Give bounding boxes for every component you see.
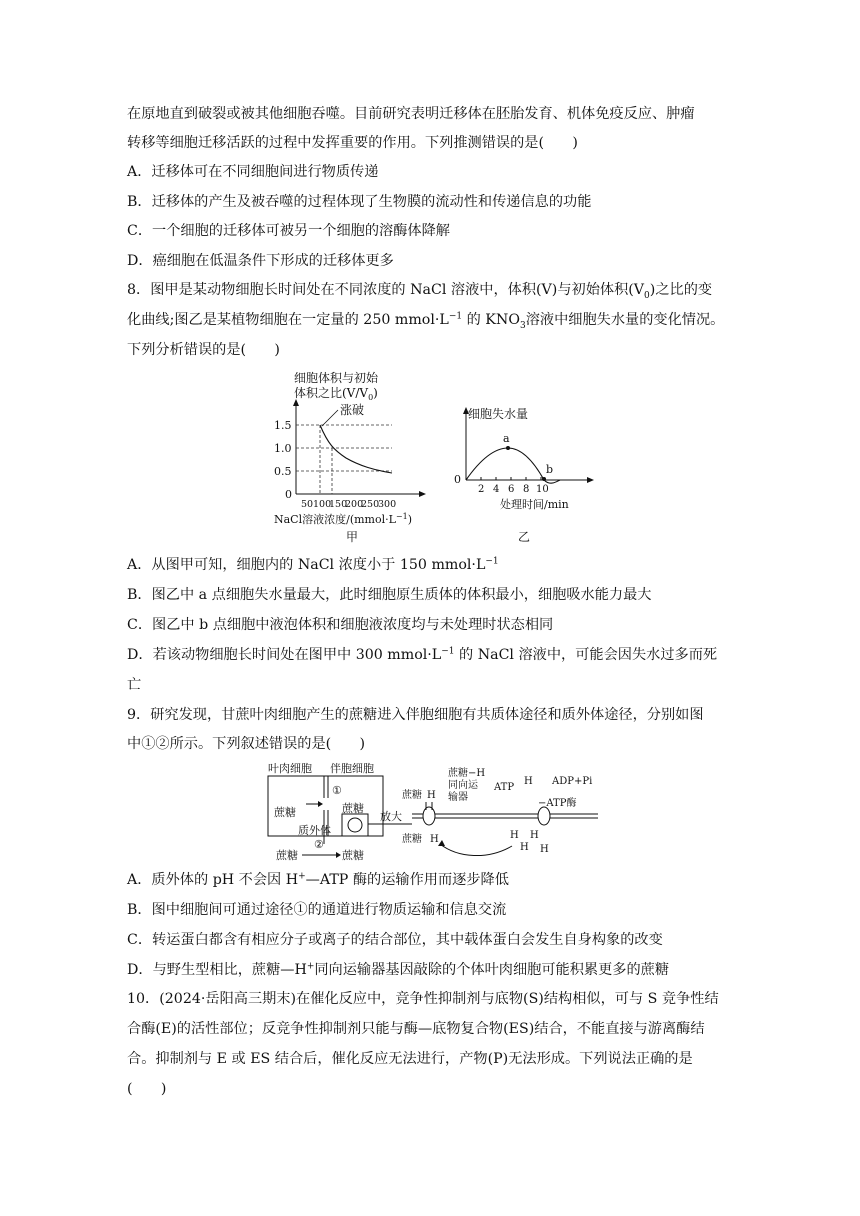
jia-xlabel: NaCl溶液浓度$/(mmol\cdot L^{-1})$	[274, 512, 413, 526]
q9-hplus-out: H	[510, 830, 519, 841]
q9-option-a: A．质外体的 pH 不会因 H+—ATP 酶的运输作用而逐步降低	[127, 871, 509, 888]
yi-x-arrow	[587, 477, 594, 483]
q9-option-c: C．转运蛋白都含有相应分子或离子的结合部位，其中载体蛋白会发生自身构象的改变	[127, 932, 663, 948]
yi-xlabel: 处理时间/min	[500, 498, 569, 511]
jia-curve	[320, 425, 392, 473]
q9-arrowhead	[318, 801, 323, 807]
jia-xtick: 250	[361, 499, 380, 510]
q9-sucrose-right: 蔗糖	[342, 802, 364, 815]
q9-sucrose-top: 蔗糖	[402, 790, 422, 801]
q9-transporter-label3: 输器	[448, 792, 468, 803]
yi-xtick: 6	[508, 484, 515, 495]
q9-sucrose-left: 蔗糖	[274, 806, 296, 819]
q9-atpase-label: −ATP酶	[538, 798, 577, 809]
q10-stem-line-4: ( )	[127, 1081, 167, 1097]
jia-caption: 甲	[346, 530, 359, 544]
q9-zoom-label: 放大	[380, 810, 402, 823]
yi-label-a: a	[503, 432, 510, 445]
q9-hplus-out: H	[530, 830, 539, 841]
q8-stem-line-3: 下列分析错误的是( )	[127, 342, 280, 358]
q7-option-d: D．癌细胞在低温条件下形成的迁移体更多	[127, 253, 394, 269]
q10-stem-line-3: 合。抑制剂与 E 或 ES 结合后，催化反应无法进行，产物(P)无法形成。下列说法正确的是	[127, 1051, 693, 1067]
q9-stem-line-2: 中①②所示。下列叙述错误的是( )	[127, 736, 366, 752]
jia-x-arrow	[419, 491, 426, 497]
yi-xtick: 2	[478, 484, 485, 495]
q9-option-d: D．与野生型相比，蔗糖—H+同向运输器基因敲除的个体叶肉细胞可能积累更多的蔗糖	[127, 961, 670, 978]
jia-xtick: 100	[313, 499, 332, 510]
q8-option-a: A．从图甲可知，细胞内的 NaCl 浓度小于 150 $mmol\cdot L^{-1}$	[127, 556, 499, 573]
yi-label-b: b	[546, 463, 554, 476]
jia-ytick: 0	[285, 488, 292, 501]
q7-option-a: A．迁移体可在不同细胞间进行物质传递	[127, 164, 379, 180]
q8-option-c: C．图乙中 b 点细胞中液泡体积和细胞液浓度均与未处理时状态相同	[127, 617, 554, 633]
yi-xtick: 8	[523, 484, 530, 495]
jia-ylabel-line2: 体积之比$(V/V_0)$	[294, 386, 378, 402]
yi-caption: 乙	[518, 530, 531, 544]
q9-adp-label: ADP+Pi	[552, 776, 593, 787]
q9-transporter-label1: 蔗糖−H	[448, 768, 486, 779]
q9-option-b: B．图中细胞间可通过途径①的通道进行物质运输和信息交流	[127, 902, 507, 918]
jia-ytick: 0.5	[274, 465, 292, 478]
q8-stem-line-1: 8．图甲是某动物细胞长时间处在不同浓度的 NaCl 溶液中，体积(V)与初始体积$(V_0)$之比的变	[127, 282, 713, 301]
q9-hplus-out: H	[540, 844, 549, 855]
yi-origin: 0	[454, 473, 461, 486]
q9-route1-label: ①	[332, 784, 342, 797]
q9-atpase	[538, 807, 550, 825]
q9-route2-label: ②	[314, 838, 324, 851]
q9-symporter	[423, 807, 435, 825]
q9-hplus-top: H	[427, 790, 436, 801]
figure-jia	[262, 366, 442, 546]
jia-xtick: 200	[345, 499, 364, 510]
yi-point-a	[506, 446, 510, 450]
q9-arrowhead	[336, 852, 341, 858]
q9-atp-label: ATP	[494, 782, 515, 793]
jia-xtick: 150	[329, 499, 348, 510]
q7-stem-line-2: 转移等细胞迁移活跃的过程中发挥重要的作用。下列推测错误的是( )	[127, 135, 578, 151]
yi-xtick: 4	[493, 484, 500, 495]
q9-apoplast-label: 质外体	[298, 824, 331, 837]
q8-stem-line-2: 化曲线;图乙是某植物细胞在一定量的 250 $mmol\cdot L^{-1}$ 的 $KNO_3$溶液中细胞失水量的变化情况。	[127, 311, 725, 331]
q7-stem-line-1: 在原地直到破裂或被其他细胞吞噬。目前研究表明迁移体在胚胎发育、机体免疫反应、肿瘤	[127, 106, 695, 122]
yi-ylabel: 细胞失水量	[468, 407, 529, 421]
q9-stem-line-1: 9．研究发现，甘蔗叶肉细胞产生的蔗糖进入伴胞细胞有共质体途径和质外体途径，分别如图	[127, 707, 704, 723]
q9-hplus-bottom: H	[430, 834, 439, 845]
q9-transporter-circle	[348, 818, 362, 832]
jia-ytick: 1.5	[274, 419, 292, 432]
q7-option-c: C．一个细胞的迁移体可被另一个细胞的溶酶体降解	[127, 223, 450, 239]
q7-option-b: B．迁移体的产生及被吞噬的过程体现了生物膜的流动性和传递信息的功能	[127, 194, 592, 210]
q9-return-arrow	[440, 844, 512, 856]
jia-xtick: 300	[378, 499, 397, 510]
q9-hplus-atpase: H	[524, 776, 533, 787]
jia-ylabel-line1: 细胞体积与初始	[294, 371, 379, 385]
figure-q9	[262, 760, 602, 866]
q9-companion-label: 伴胞细胞	[330, 762, 374, 775]
q9-mesophyll-label: 叶肉细胞	[268, 762, 312, 775]
q9-sucrose-bottom-right: 蔗糖	[342, 849, 364, 862]
yi-point-b	[542, 477, 546, 481]
q9-sucrose-bottom-left: 蔗糖	[276, 849, 298, 862]
q9-sucrose-bottom: 蔗糖	[402, 834, 422, 845]
q10-stem-line-1: 10．(2024·岳阳高三期末)在催化反应中，竞争性抑制剂与底物(S)结构相似，可与 S 竞争性结	[127, 991, 719, 1007]
q8-option-d-cont: 亡	[127, 677, 142, 693]
q9-arrowhead	[438, 840, 445, 846]
jia-y-arrow	[293, 399, 299, 406]
q8-option-b: B．图乙中 a 点细胞失水量最大，此时细胞原生质体的体积最小，细胞吸水能力最大	[127, 587, 652, 603]
jia-ytick: 1.0	[274, 442, 292, 455]
q9-transporter-box	[342, 814, 368, 836]
q9-transporter-label2: 同向运	[448, 780, 478, 791]
q10-stem-line-2: 合酶(E)的活性部位；反竞争性抑制剂只能与酶—底物复合物(ES)结合，不能直接与游离酶结	[127, 1021, 705, 1037]
q9-hplus-out: H	[520, 842, 529, 853]
figure-yi	[450, 402, 600, 546]
q8-option-d: D．若该动物细胞长时间处在图甲中 300 $mmol\cdot L^{-1}$ 的 NaCl 溶液中，可能会因失水过多而死	[127, 646, 718, 663]
yi-xtick: 10	[536, 484, 549, 495]
jia-burst-pointer	[322, 410, 338, 426]
jia-burst-label: 涨破	[340, 403, 365, 417]
jia-xtick: 50	[301, 499, 314, 510]
